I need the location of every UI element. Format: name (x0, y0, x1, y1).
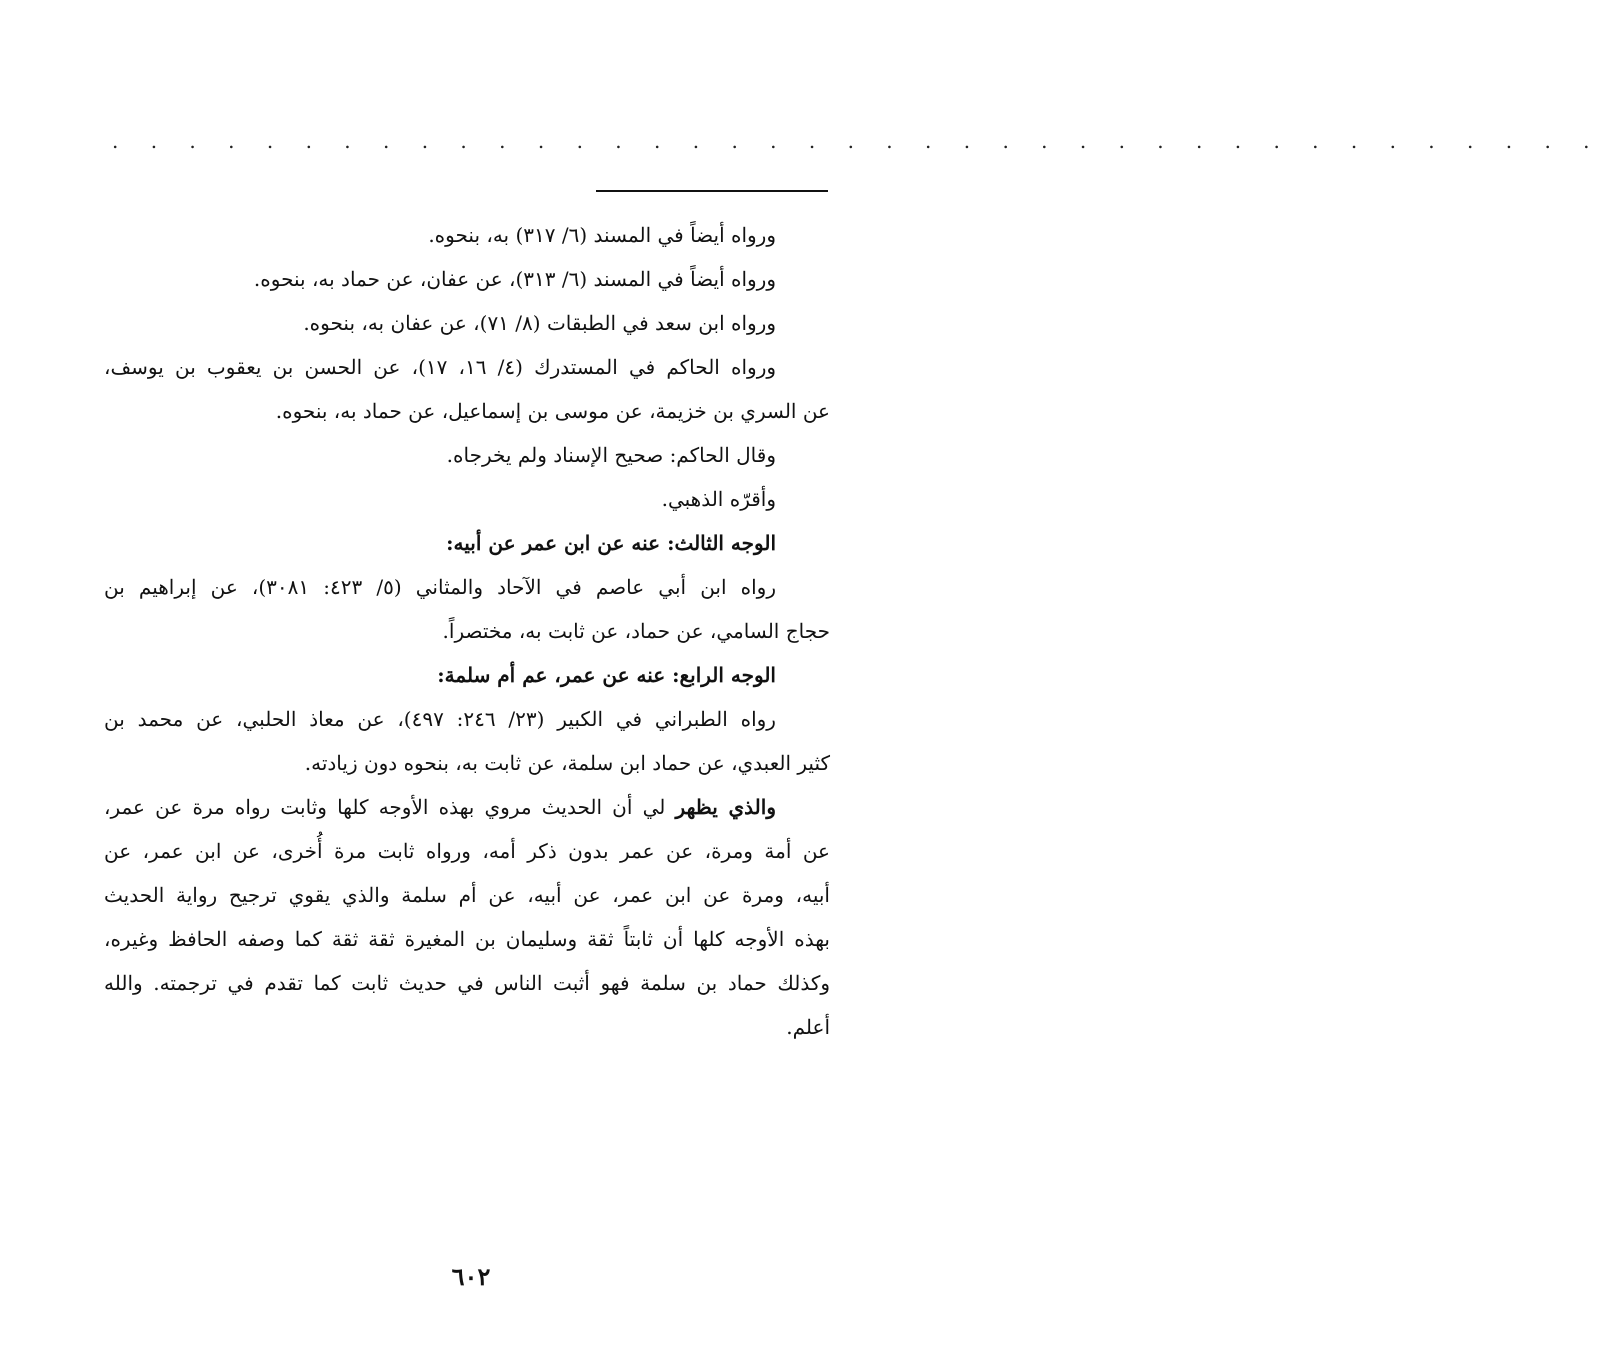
dotted-separator: . . . . . . . . . . . . . . . . . . . . . . . . . . . . . . . . . . . . . . . (112, 129, 1603, 153)
text-line: حجاج السامي، عن حماد، عن ثابت به، مختصراً. (442, 619, 830, 643)
text-line: رواه الطبراني في الكبير (٢٣/ ٢٤٦: ٤٩٧)، عن معاذ الحلبي، عن محمد بن (104, 707, 776, 731)
text-line: ورواه أيضاً في المسند (٦/ ٣١٣)، عن عفان، عن حماد به، بنحوه. (253, 267, 776, 291)
text-line: وقال الحاكم: صحيح الإسناد ولم يخرجاه. (446, 443, 776, 467)
text-line: أعلم. (786, 1015, 830, 1039)
page-number: ٦٠٢ (451, 1262, 491, 1291)
text-line: ورواه أيضاً في المسند (٦/ ٣١٧) به، بنحوه. (428, 223, 776, 247)
text-line: عن أمة ومرة، عن عمر بدون ذكر أمه، ورواه ثابت مرة أُخرى، عن ابن عمر، عن (104, 839, 830, 863)
text-line: بهذه الأوجه كلها أن ثابتاً ثقة وسليمان بن المغيرة ثقة ثقة كما وصفه الحافظ وغيره، (104, 927, 830, 951)
section-heading-third: الوجه الثالث: عنه عن ابن عمر عن أبيه: (446, 531, 776, 555)
section-heading-fourth: الوجه الرابع: عنه عن عمر، عم أم سلمة: (437, 663, 776, 687)
text-line: ورواه ابن سعد في الطبقات (٨/ ٧١)، عن عفان به، بنحوه. (303, 311, 776, 335)
text-body (104, 213, 830, 1049)
text-line: وأقرّه الذهبي. (661, 487, 776, 511)
conclusion-first-line (104, 785, 830, 829)
text-line: أبيه، ومرة عن ابن عمر، عن أبيه، عن أم سلمة والذي يقوي ترجيح رواية الحديث (104, 883, 830, 907)
footnote-rule (596, 190, 828, 192)
text-line: كثير العبدي، عن حماد ابن سلمة، عن ثابت به، بنحوه دون زيادته. (304, 751, 830, 775)
text-line: عن السري بن خزيمة، عن موسى بن إسماعيل، عن حماد به، بنحوه. (275, 399, 830, 423)
text-line: ورواه الحاكم في المستدرك (٤/ ١٦، ١٧)، عن الحسن بن يعقوب بن يوسف، (104, 355, 777, 379)
text-line: وكذلك حماد بن سلمة فهو أثبت الناس في حديث ثابت كما تقدم في ترجمته. والله (104, 971, 830, 995)
conclusion-rest: لي أن الحديث مروي بهذه الأوجه كلها وثابت رواه مرة عن عمر، (104, 795, 666, 819)
text-line: رواه ابن أبي عاصم في الآحاد والمثاني (٥/ ٤٢٣: ٣٠٨١)، عن إبراهيم بن (104, 575, 776, 599)
conclusion-lead: والذي يظهر (675, 795, 776, 819)
